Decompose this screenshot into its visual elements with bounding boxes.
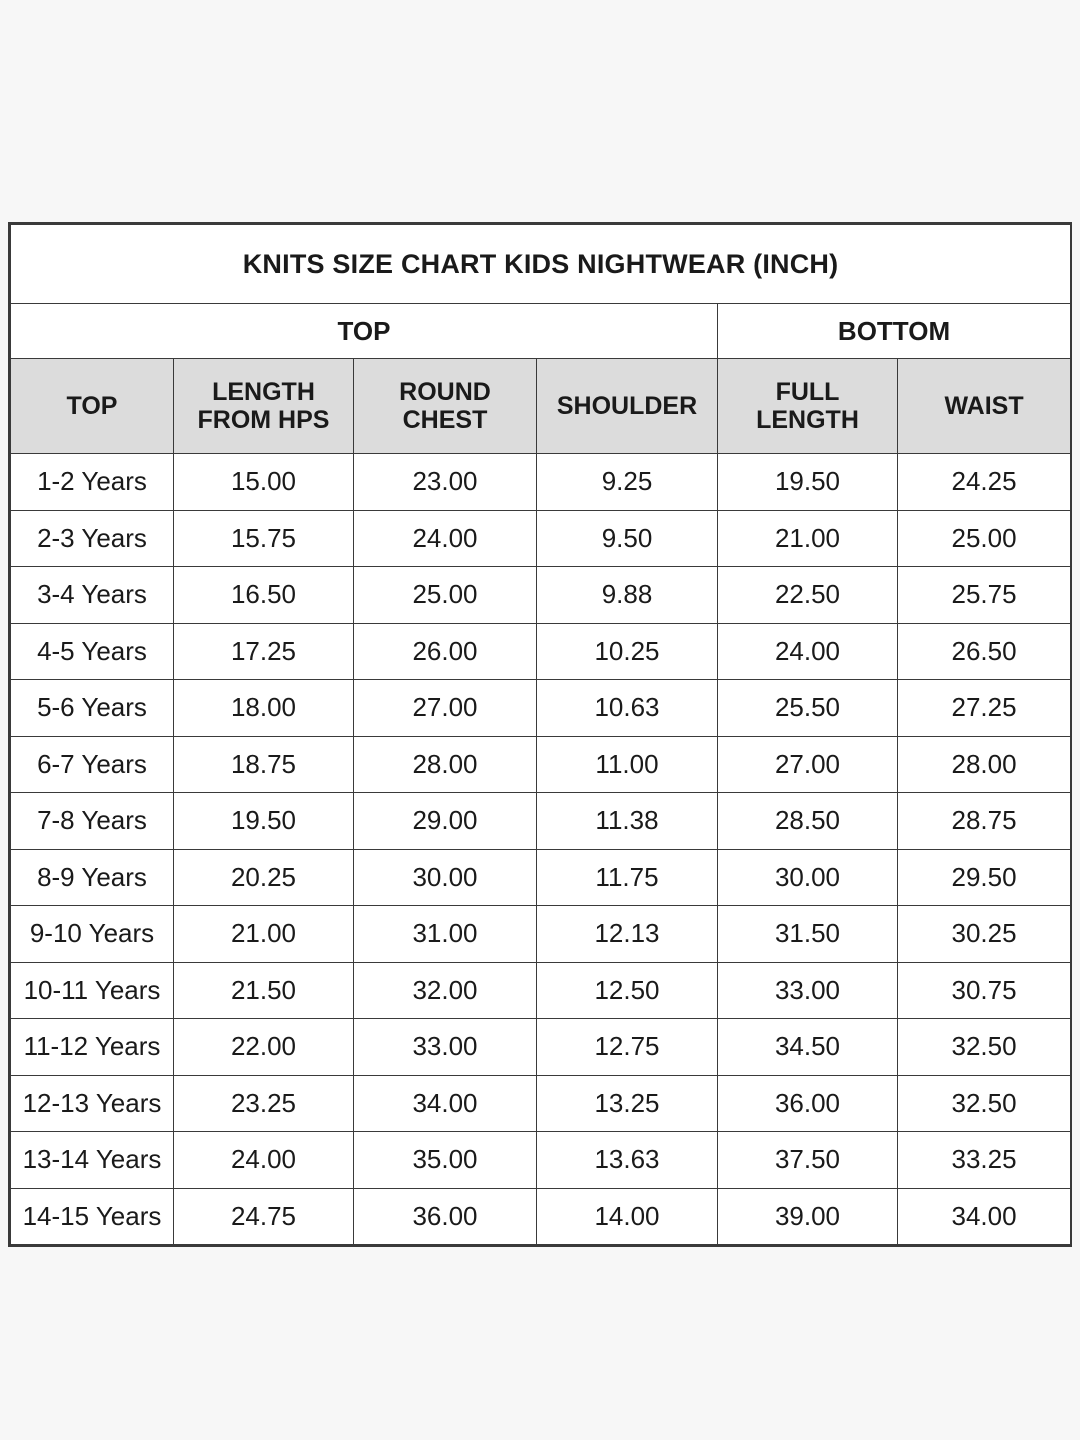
cell-size: 10-11 Years (11, 962, 174, 1019)
cell-full-length: 19.50 (718, 454, 898, 511)
column-header-full-length (718, 359, 898, 454)
cell-full-length: 27.00 (718, 736, 898, 793)
cell-waist: 30.25 (898, 906, 1071, 963)
cell-round-chest: 27.00 (354, 680, 537, 737)
cell-shoulder: 11.00 (537, 736, 718, 793)
cell-full-length: 30.00 (718, 849, 898, 906)
cell-size: 8-9 Years (11, 849, 174, 906)
cell-shoulder: 11.75 (537, 849, 718, 906)
cell-length-from-hps: 18.75 (174, 736, 354, 793)
cell-size: 6-7 Years (11, 736, 174, 793)
cell-full-length: 37.50 (718, 1132, 898, 1189)
cell-round-chest: 32.00 (354, 962, 537, 1019)
cell-full-length: 36.00 (718, 1075, 898, 1132)
cell-shoulder: 9.88 (537, 567, 718, 624)
cell-shoulder: 13.63 (537, 1132, 718, 1189)
column-header-length-line2: FROM HPS (197, 406, 330, 434)
cell-round-chest: 29.00 (354, 793, 537, 850)
table-row (11, 680, 1071, 737)
cell-size: 11-12 Years (11, 1019, 174, 1076)
table-row (11, 1132, 1071, 1189)
cell-shoulder: 12.13 (537, 906, 718, 963)
cell-waist: 33.25 (898, 1132, 1071, 1189)
cell-shoulder: 14.00 (537, 1188, 718, 1245)
cell-length-from-hps: 24.75 (174, 1188, 354, 1245)
cell-size: 4-5 Years (11, 623, 174, 680)
table-row (11, 567, 1071, 624)
cell-shoulder: 13.25 (537, 1075, 718, 1132)
cell-length-from-hps: 15.75 (174, 510, 354, 567)
cell-size: 7-8 Years (11, 793, 174, 850)
cell-round-chest: 35.00 (354, 1132, 537, 1189)
cell-shoulder: 9.25 (537, 454, 718, 511)
table-row (11, 793, 1071, 850)
cell-round-chest: 24.00 (354, 510, 537, 567)
cell-size: 5-6 Years (11, 680, 174, 737)
column-header-length-from-hps (174, 359, 354, 454)
column-header-full-line2: LENGTH (756, 406, 859, 434)
column-header-waist-line1: WAIST (944, 392, 1024, 420)
chart-title: KNITS SIZE CHART KIDS NIGHTWEAR (INCH) (11, 225, 1071, 304)
cell-waist: 32.50 (898, 1075, 1071, 1132)
cell-waist: 28.75 (898, 793, 1071, 850)
cell-full-length: 33.00 (718, 962, 898, 1019)
cell-round-chest: 36.00 (354, 1188, 537, 1245)
column-header-shoulder (537, 359, 718, 454)
size-chart-container (8, 222, 1072, 1247)
table-group-row (11, 304, 1071, 359)
cell-waist: 34.00 (898, 1188, 1071, 1245)
cell-waist: 29.50 (898, 849, 1071, 906)
cell-full-length: 22.50 (718, 567, 898, 624)
table-row (11, 849, 1071, 906)
cell-length-from-hps: 24.00 (174, 1132, 354, 1189)
cell-round-chest: 28.00 (354, 736, 537, 793)
cell-size: 1-2 Years (11, 454, 174, 511)
cell-size: 9-10 Years (11, 906, 174, 963)
cell-full-length: 31.50 (718, 906, 898, 963)
cell-size: 3-4 Years (11, 567, 174, 624)
cell-round-chest: 34.00 (354, 1075, 537, 1132)
table-row (11, 962, 1071, 1019)
cell-length-from-hps: 16.50 (174, 567, 354, 624)
table-row (11, 623, 1071, 680)
cell-size: 13-14 Years (11, 1132, 174, 1189)
cell-shoulder: 11.38 (537, 793, 718, 850)
table-row (11, 510, 1071, 567)
table-row (11, 736, 1071, 793)
table-row (11, 454, 1071, 511)
column-header-shoulder-line1: SHOULDER (556, 392, 698, 420)
cell-length-from-hps: 23.25 (174, 1075, 354, 1132)
column-header-round-chest (354, 359, 537, 454)
cell-full-length: 24.00 (718, 623, 898, 680)
table-row (11, 1019, 1071, 1076)
cell-length-from-hps: 21.50 (174, 962, 354, 1019)
column-header-size (11, 359, 174, 454)
cell-shoulder: 9.50 (537, 510, 718, 567)
group-header-top: TOP (11, 304, 718, 359)
cell-length-from-hps: 17.25 (174, 623, 354, 680)
column-header-chest-line1: ROUND (399, 378, 491, 406)
cell-full-length: 28.50 (718, 793, 898, 850)
cell-size: 14-15 Years (11, 1188, 174, 1245)
cell-full-length: 34.50 (718, 1019, 898, 1076)
cell-length-from-hps: 20.25 (174, 849, 354, 906)
cell-shoulder: 10.25 (537, 623, 718, 680)
column-header-chest-line2: CHEST (402, 406, 488, 434)
cell-waist: 30.75 (898, 962, 1071, 1019)
cell-length-from-hps: 15.00 (174, 454, 354, 511)
cell-waist: 25.00 (898, 510, 1071, 567)
cell-round-chest: 31.00 (354, 906, 537, 963)
cell-waist: 26.50 (898, 623, 1071, 680)
cell-full-length: 39.00 (718, 1188, 898, 1245)
table-row (11, 1188, 1071, 1245)
column-header-length-line1: LENGTH (212, 378, 315, 406)
cell-round-chest: 30.00 (354, 849, 537, 906)
table-title-row (11, 225, 1071, 304)
cell-full-length: 25.50 (718, 680, 898, 737)
cell-length-from-hps: 18.00 (174, 680, 354, 737)
group-header-bottom: BOTTOM (718, 304, 1071, 359)
cell-waist: 24.25 (898, 454, 1071, 511)
cell-waist: 25.75 (898, 567, 1071, 624)
cell-waist: 28.00 (898, 736, 1071, 793)
cell-length-from-hps: 19.50 (174, 793, 354, 850)
table-row (11, 906, 1071, 963)
column-header-full-line1: FULL (775, 378, 840, 406)
column-header-size-line1: TOP (66, 392, 118, 420)
cell-round-chest: 33.00 (354, 1019, 537, 1076)
cell-size: 12-13 Years (11, 1075, 174, 1132)
table-row (11, 1075, 1071, 1132)
cell-shoulder: 10.63 (537, 680, 718, 737)
size-chart-table (10, 224, 1071, 1245)
cell-full-length: 21.00 (718, 510, 898, 567)
column-header-waist (898, 359, 1071, 454)
table-header-row (11, 359, 1071, 454)
cell-size: 2-3 Years (11, 510, 174, 567)
cell-waist: 27.25 (898, 680, 1071, 737)
cell-length-from-hps: 21.00 (174, 906, 354, 963)
cell-shoulder: 12.75 (537, 1019, 718, 1076)
cell-round-chest: 23.00 (354, 454, 537, 511)
cell-waist: 32.50 (898, 1019, 1071, 1076)
cell-shoulder: 12.50 (537, 962, 718, 1019)
cell-round-chest: 26.00 (354, 623, 537, 680)
cell-round-chest: 25.00 (354, 567, 537, 624)
cell-length-from-hps: 22.00 (174, 1019, 354, 1076)
